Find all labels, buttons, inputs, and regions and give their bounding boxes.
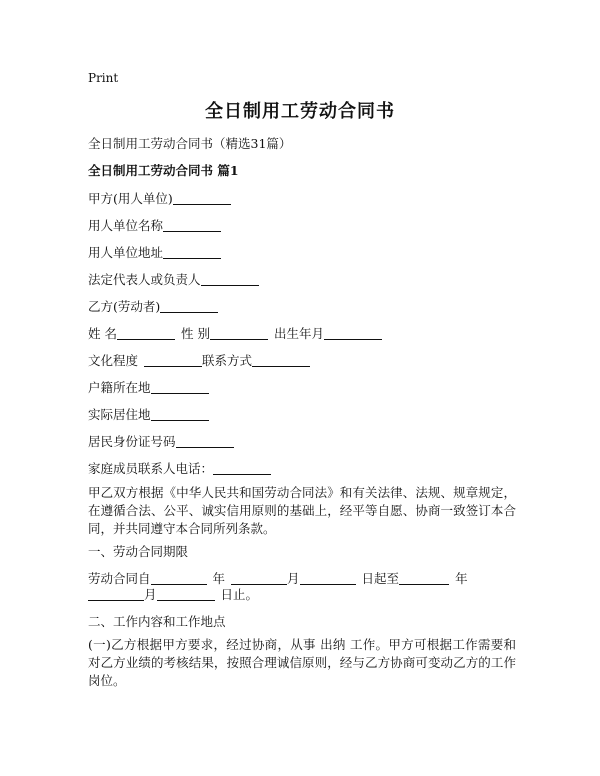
section2-heading: 二、工作内容和工作地点: [88, 614, 226, 629]
intro-paragraph: 甲乙双方根据《中华人民共和国劳动合同法》和有关法律、法规、规章规定，在遵循合法、公平、诚实信用原则的基础上，经平等自愿、协商一致签订本合同，并共同遵守本合同所列条款。: [88, 485, 516, 536]
document-title: 全日制用工劳动合同书: [205, 101, 395, 122]
education-contact-line: [88, 351, 310, 369]
gender-blank[interactable]: [210, 327, 268, 340]
party-b-label: 乙方(劳动者): [88, 299, 161, 314]
party-a-label: 甲方(用人单位): [88, 191, 173, 206]
birth-blank[interactable]: [324, 327, 382, 340]
gender-label: 性 别: [180, 326, 210, 341]
employer-address-blank[interactable]: [163, 246, 221, 259]
term-month2-label: 月: [144, 587, 157, 602]
legal-rep-label: 法定代表人或负责人: [88, 272, 201, 287]
end-month-blank[interactable]: [88, 588, 144, 601]
birth-label: 出生年月: [273, 326, 324, 341]
start-year-blank[interactable]: [151, 572, 207, 585]
contact-blank[interactable]: [252, 354, 310, 367]
id-number-label: 居民身份证号码: [88, 434, 176, 449]
term-end-label: 日止。: [220, 587, 259, 602]
education-label: 文化程度: [88, 353, 139, 368]
residence-blank[interactable]: [151, 408, 209, 421]
legal-rep-blank[interactable]: [201, 273, 259, 286]
family-contact-line: [88, 459, 271, 477]
print-label: Print: [88, 71, 119, 85]
name-blank[interactable]: [117, 327, 175, 340]
term-year2-label: 年: [455, 571, 468, 586]
id-number-line: [88, 432, 234, 450]
term-prefix: 劳动合同自: [88, 571, 151, 586]
employer-address-line: [88, 243, 221, 261]
party-a-line: [88, 189, 231, 207]
contract-term-line-2: [88, 585, 258, 603]
id-number-blank[interactable]: [176, 435, 234, 448]
household-line: [88, 378, 209, 396]
term-year-label: 年: [212, 571, 226, 586]
document-subtitle: 全日制用工劳动合同书（精选31篇）: [88, 136, 292, 151]
section-heading: 全日制用工劳动合同书 篇1: [88, 163, 239, 178]
employer-name-blank[interactable]: [163, 219, 221, 232]
section2-paragraph: (一)乙方根据甲方要求，经过协商，从事 出纳 工作。甲方可根据工作需要和对乙方业绩的考核结果，按照合理诚信原则，经与乙方协商可变动乙方的工作岗位。: [88, 637, 516, 688]
end-day-blank[interactable]: [157, 588, 215, 601]
residence-label: 实际居住地: [88, 407, 151, 422]
party-b-line: [88, 297, 218, 315]
residence-line: [88, 405, 209, 423]
household-blank[interactable]: [151, 381, 209, 394]
term-month-label: 月: [287, 571, 300, 586]
legal-rep-line: [88, 270, 259, 288]
household-label: 户籍所在地: [88, 380, 151, 395]
section1-heading: 一、劳动合同期限: [88, 544, 189, 559]
end-year-blank[interactable]: [399, 572, 449, 585]
family-contact-label: 家庭成员联系人电话：: [88, 461, 214, 476]
party-a-blank[interactable]: [173, 192, 231, 205]
contact-label: 联系方式: [202, 353, 253, 368]
employer-name-line: [88, 216, 221, 234]
personal-info-line: [88, 324, 382, 342]
education-blank[interactable]: [144, 354, 202, 367]
start-day-blank[interactable]: [300, 572, 356, 585]
term-from-label: 日起至: [361, 571, 400, 586]
party-b-blank[interactable]: [160, 300, 218, 313]
name-label: 姓 名: [88, 326, 117, 341]
employer-address-label: 用人单位地址: [88, 245, 164, 260]
start-month-blank[interactable]: [231, 572, 287, 585]
employer-name-label: 用人单位名称: [88, 218, 164, 233]
family-contact-blank[interactable]: [213, 462, 271, 475]
